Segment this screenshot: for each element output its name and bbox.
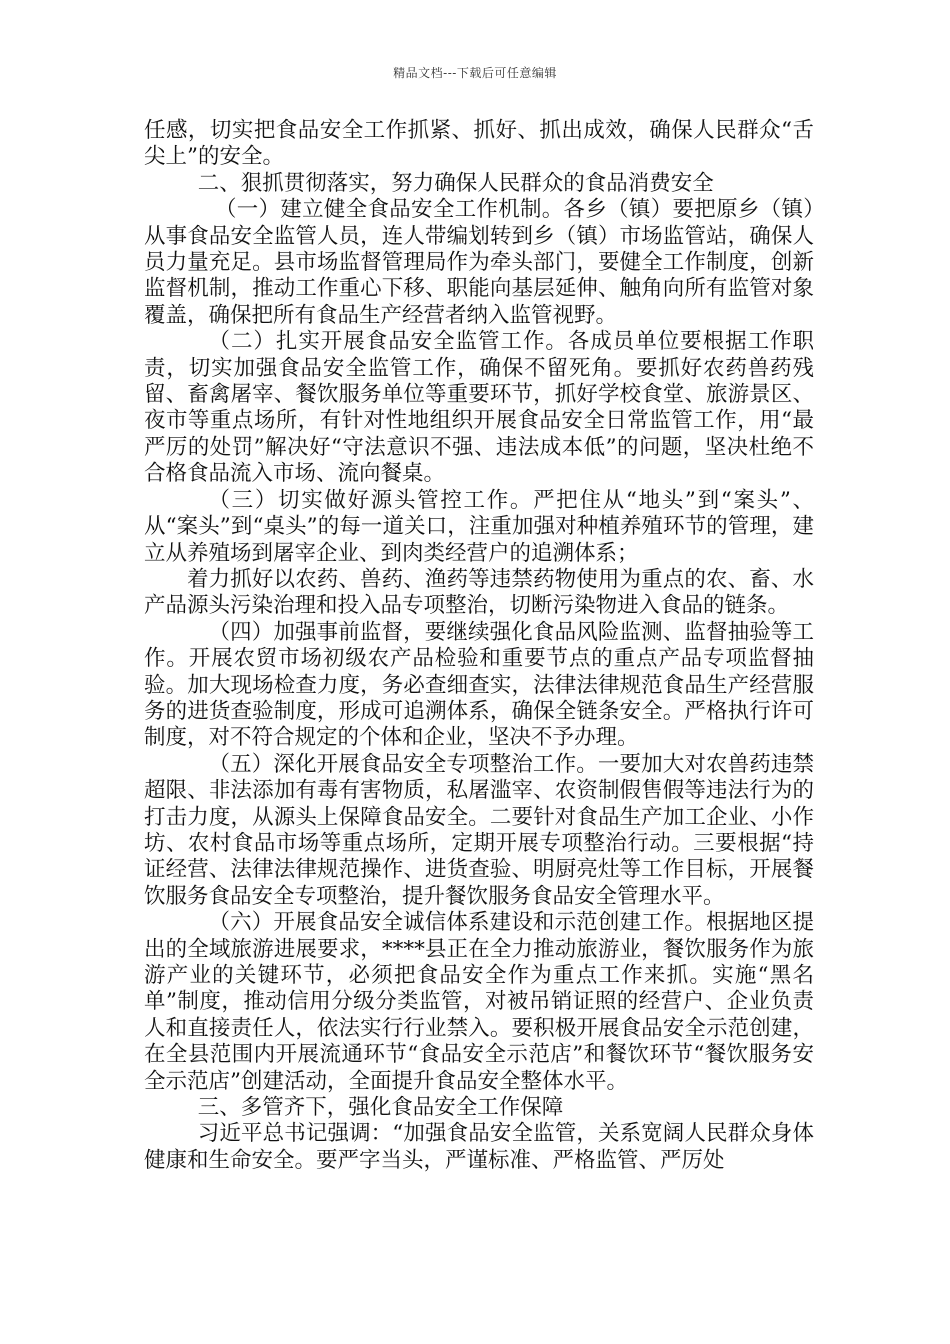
paragraph: （五）深化开展食品安全专项整治工作。一要加大对农兽药违禁超限、非法添加有毒有害物质，私屠滥宰、农资制假售假等违法行为的打击力度，从源头上保障食品安全。二要针对食品生产加工企业、小作坊、农村食品市场等重点场所，定期开展专项整治行动。三要根据“持证经营、法律法律规范操作、进货查验、明厨亮灶等工作目标，开展餐饮服务食品安全专项整治，提升餐饮服务食品安全管理水平。: [144, 751, 814, 909]
paragraph: 三、多管齐下，强化食品安全工作保障: [197, 1095, 564, 1121]
paragraph: 着力抓好以农药、兽药、渔药等违禁药物使用为重点的农、畜、水产品源头污染治理和投入品专项整治，切断污染物进入食品的链条。: [144, 566, 814, 619]
paragraph: 任感，切实把食品安全工作抓紧、抓好、抓出成效，确保人民群众“舌尖上”的安全。: [144, 118, 814, 170]
paragraph: （四）加强事前监督，要继续强化食品风险监测、监督抽验等工作。开展农贸市场初级农产品检验和重要节点的重点产品专项监督抽验。加大现场检查力度，务必查细查实，法律法律规范食品生产经营服务的进货查验制度，形成可追溯体系，确保全链条安全。严格执行许可制度，对不符合规定的个体和企业，坚决不予办理。: [144, 619, 814, 751]
paragraph: 二、狠抓贯彻落实，努力确保人民群众的食品消费安全: [197, 170, 714, 196]
document-body: [144, 118, 814, 1174]
paragraph: （三）切实做好源头管控工作。严把住从“地头”到“案头”、从“案头”到“桌头”的每一道关口，注重加强对种植养殖环节的管理，建立从养殖场到屠宰企业、到肉类经营户的追溯体系；: [144, 487, 814, 566]
paragraph: 习近平总书记强调：“加强食品安全监管，关系宽阔人民群众身体健康和生命安全。要严字当头，严谨标准、严格监管、严厉处: [144, 1121, 814, 1173]
paragraph: （一）建立健全食品安全工作机制。各乡（镇）要把原乡（镇）从事食品安全监管人员，连人带编划转到乡（镇）市场监管站，确保人员力量充足。县市场监督管理局作为牵头部门，要健全工作制度，创新监督机制，推动工作重心下移、职能向基层延伸、触角向所有监管对象覆盖，确保把所有食品生产经营者纳入监管视野。: [144, 197, 814, 328]
paragraph: （二）扎实开展食品安全监管工作。各成员单位要根据工作职责，切实加强食品安全监管工作，确保不留死角。要抓好农药兽药残留、畜禽屠宰、餐饮服务单位等重要环节，抓好学校食堂、旅游景区、夜市等重点场所，有针对性地组织开展食品安全日常监管工作，用“最严厉的处罚”解决好“守法意识不强、违法成本低”的问题，坚决杜绝不合格食品流入市场、流向餐桌。: [144, 329, 814, 487]
paragraph: （六）开展食品安全诚信体系建设和示范创建工作。根据地区提出的全域旅游进展要求，****县正在全力推动旅游业，餐饮服务作为旅游产业的关键环节，必须把食品安全作为重点工作来抓。实施“黑名单”制度，推动信用分级分类监管，对被吊销证照的经营户、企业负责人和直接责任人，依法实行行业禁入。要积极开展食品安全示范创建，在全县范围内开展流通环节“食品安全示范店”和餐饮环节“餐饮服务安全示范店”创建活动，全面提升食品安全整体水平。: [144, 910, 814, 1094]
page-header: 精品文档---下载后可任意编辑: [393, 66, 557, 80]
